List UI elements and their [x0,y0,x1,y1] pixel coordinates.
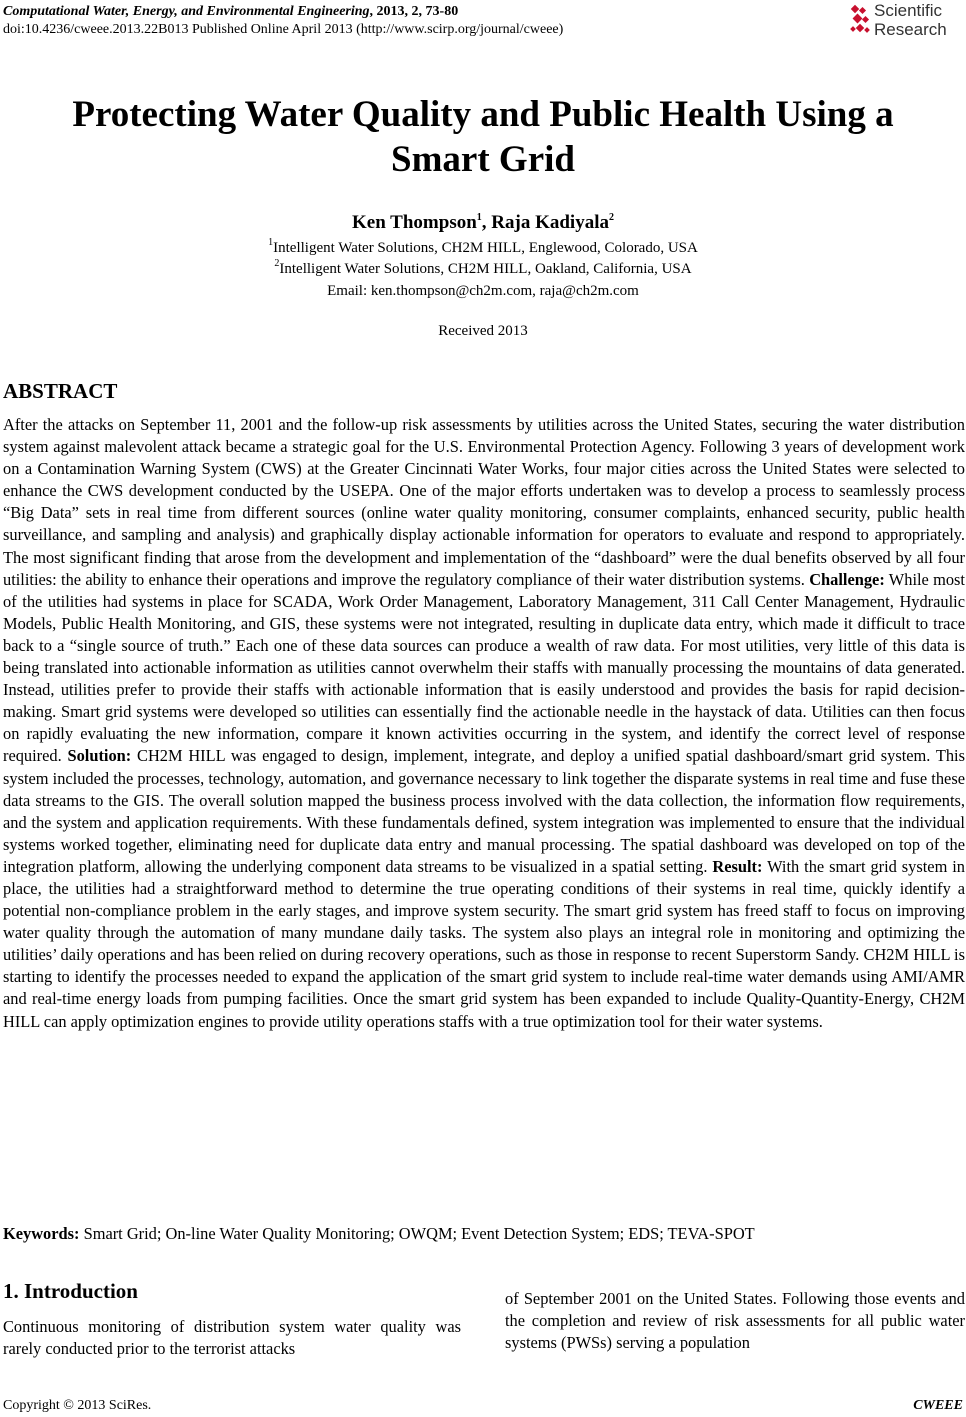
title-line-2: Smart Grid [391,139,575,180]
abstract-text-2: While most of the utilities had systems in place for SCADA, Work Order Management, Laboratory Management, 311 Call Center Management, Hydraulic Models, Public Health Monitoring, and GIS, these systems were not integrated, resulting in duplicate data entry, which made it difficult to trace back to a “single source of truth.” Each one of these data sources can produce a wealth of raw data. For most utilities, very little of this data is being translated into actionable information as utilities cannot overwhelm their staffs with manually processing the mountains of data generated. Instead, utilities prefer to provide their staffs with actionable information that is easily understood and provides the basis for rapid decision-making. Smart grid systems were developed so utilities can essentially find the actionable needle in the haystack of data. Utilities can then focus on rapidly evaluating the new information, compare it known activities occurring in the system, and identify the correct level of response required. [3,569,965,766]
intro-left-column: Continuous monitoring of distribution system water quality was rarely conducted prior to the terrorist attacks [3,1317,461,1358]
section-heading-introduction: 1. Introduction [3,1279,138,1303]
author-separator: , [481,212,492,233]
doi-line: doi:10.4236/cweee.2013.22B013 Published Online April 2013 (http://www.scirp.org/journal/cweee) [3,22,564,37]
logo-text [874,1,947,39]
affiliation-2-number: 2 [274,258,280,269]
solution-label: Solution: [67,746,132,766]
footer-journal-abbrev: CWEEE [913,1398,963,1413]
abstract-body [3,414,965,1033]
footer-copyright: Copyright © 2013 SciRes. [3,1398,152,1413]
received-date: Received 2013 [438,323,528,339]
affiliation-1-text: Intelligent Water Solutions, CH2M HILL, Englewood, Colorado, USA [273,240,698,256]
author-1-affil: 1 [476,211,482,223]
running-header [3,3,563,39]
logo-line-1: Scientific [874,1,943,20]
affiliation-2-text: Intelligent Water Solutions, CH2M HILL, Oakland, California, USA [279,261,692,277]
intro-right-column: of September 2001 on the United States. Following those events and the completion and review of risk assessments for all public water systems (PWSs) serving a population [505,1289,965,1352]
abstract-heading: ABSTRACT [3,379,118,403]
challenge-label: Challenge: [809,569,885,589]
logo-line-2: Research [874,20,947,39]
abstract-text-4: With the smart grid system in place, the utilities had a straightforward method to determine the true operating conditions of their systems in real time, quickly identify a potential non-compliance problem in the early stages, and improve system security. The smart grid system has freed staff to focus on improving water quality through the automation of many mundane daily tasks. The system also plays an integral role in monitoring and optimizing the utilities’ daily operations and has been relied on during recovery operations, such as those in response to recent Superstorm Sandy. CH2M HILL is starting to identify the processes needed to expand the application of the smart grid system to include real-time water demands using AMI/AMR and real-time energy loads from pumping facilities. Once the smart grid system has been expanded to include Quality-Quantity-Energy, CH2M HILL can apply optimization engines to provide utility operations staffs with a true optimization tool for their water systems. [3,856,965,1031]
journal-volume: , 2013, 2, 73-80 [369,4,459,19]
abstract-text-3: CH2M HILL was engaged to design, implement, integrate, and deploy a unified spatial dashboard/smart grid system. This system included the processes, technology, automation, and governance necessary to link together the disparate systems in real time and fuse these data streams to the GIS. The overall solution mapped the business process involved with the data collection, the information flow requirements, and the system and application requirements. With these fundamentals defined, system integration was implemented to ensure that the individual systems worked together, eliminating need for duplicate data entry and manual processing. The spatial dashboard was developed on top of the integration platform, allowing the underlying component data streams to be visualized in a spatial setting. [3,746,965,876]
affiliation-1-number: 1 [268,237,274,248]
result-label: Result: [712,856,763,876]
keywords [3,1223,965,1245]
author-2-affil: 2 [608,211,614,223]
journal-name: Computational Water, Energy, and Environmental Engineering [3,4,370,19]
abstract-text-1: After the attacks on September 11, 2001 and the follow-up risk assessments by utilities across the United States, securing the water distribution system against malevolent attack became a strategic goal for the U.S. Environmental Protection Agency. Following 3 years of development work on a Contamination Warning System (CWS) at the Greater Cincinnati Water Works, four major cities across the United States were selected to enhance the CWS development conducted by the USEPA. One of the major efforts undertaken was to develop a process to seamlessly process “Big Data” sets in real time from different sources (online water quality monitoring, consumer complaints, enhanced security, public health surveillance, and sampling and analysis) and graphically display actionable information for operators to evaluate and respond to appropriately. The most significant finding that arose from the development and implementation of the “dashboard” were the dual benefits observed by all four utilities: the ability to enhance their operations and improve the regulatory compliance of their water distribution systems. [3,415,965,589]
title-line-1: Protecting Water Quality and Public Health Using a [72,94,894,135]
publisher-logo [850,0,966,44]
affiliation-2 [0,260,966,279]
author-1: Ken Thompson [352,212,477,233]
keywords-text: Smart Grid; On-line Water Quality Monitoring; OWQM; Event Detection System; EDS; TEVA-SPOT [79,1224,755,1243]
paper-title [0,92,966,182]
author-list [0,211,966,235]
scientific-research-logo-icon [850,4,872,38]
author-2: Raja Kadiyala [491,212,609,233]
keywords-label: Keywords: [3,1224,80,1243]
affiliation-1 [0,239,966,258]
journal-line [3,3,563,21]
email-line: Email: ken.thompson@ch2m.com, raja@ch2m.com [327,283,639,299]
